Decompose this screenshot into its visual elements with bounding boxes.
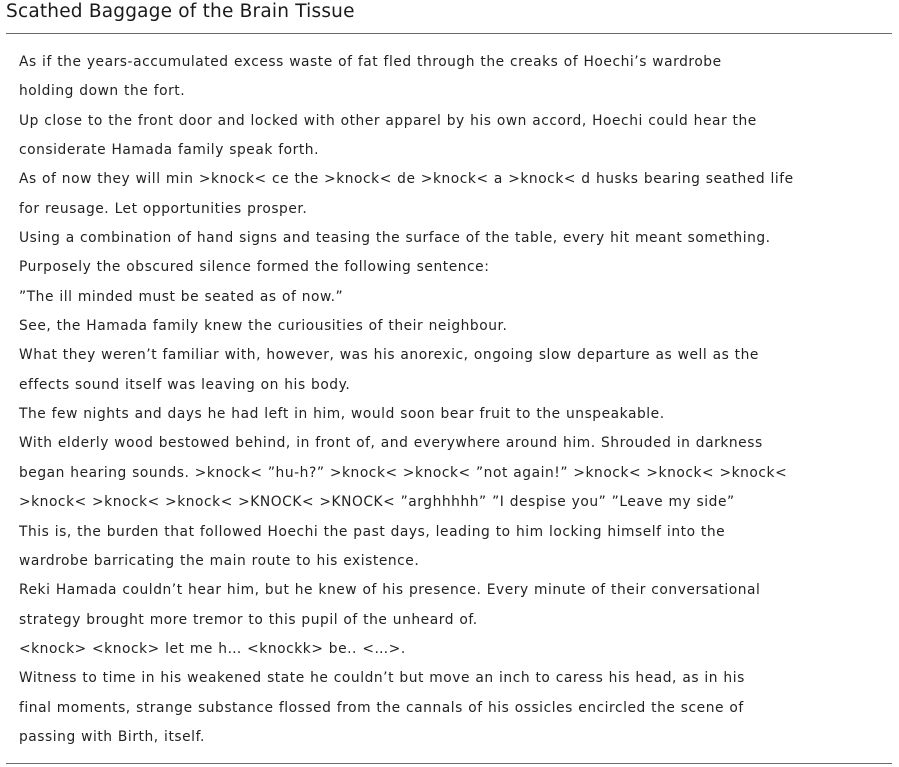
text-line: Up close to the front door and locked with other apparel by his own accord, Hoechi could hear the xyxy=(19,112,757,129)
text-line: for reusage. Let opportunities prosper. xyxy=(19,200,308,217)
text-line: ”The ill minded must be seated as of now.” xyxy=(19,288,344,305)
text-line: See, the Hamada family knew the curiousities of their neighbour. xyxy=(19,318,508,335)
page-title: Scathed Baggage of the Brain Tissue xyxy=(6,1,355,22)
text-line: wardrobe barricating the main route to his existence. xyxy=(19,552,420,569)
text-line: strategy brought more tremor to this pupil of the unheard of. xyxy=(19,611,478,628)
text-line: effects sound itself was leaving on his body. xyxy=(19,376,351,393)
text-line: This is, the burden that followed Hoechi the past days, leading to him locking himself into the xyxy=(19,523,726,540)
text-line: The few nights and days he had left in him, would soon bear fruit to the unspeakable. xyxy=(19,406,665,423)
text-line: What they weren’t familiar with, however, was his anorexic, ongoing slow departure as well as the xyxy=(19,347,759,364)
story-body xyxy=(19,48,891,752)
text-line: passing with Birth, itself. xyxy=(19,728,205,745)
text-line: Purposely the obscured silence formed the following sentence: xyxy=(19,259,490,276)
text-line: holding down the fort. xyxy=(19,83,186,100)
text-line: Witness to time in his weakened state he couldn’t but move an inch to caress his head, as in his xyxy=(19,670,745,687)
text-line: As if the years-accumulated excess waste of fat fled through the creaks of Hoechi’s wardrobe xyxy=(19,54,722,70)
bottom-divider xyxy=(6,763,892,764)
text-line: As of now they will min >knock< ce the >knock< de >knock< a >knock< d husks bearing seathed life xyxy=(19,171,794,188)
text-line: Using a combination of hand signs and teasing the surface of the table, every hit meant something. xyxy=(19,230,771,247)
text-line: final moments, strange substance flossed from the cannals of his ossicles encircled the scene of xyxy=(19,699,744,716)
text-line: >knock< >knock< >knock< >KNOCK< >KNOCK< ”arghhhhh” ”I despise you” ”Leave my side” xyxy=(19,494,735,511)
text-line: Reki Hamada couldn’t hear him, but he knew of his presence. Every minute of their conversational xyxy=(19,582,761,599)
text-line: considerate Hamada family speak forth. xyxy=(19,142,320,159)
text-line: <knock> <knock> let me h… <knockk> be.. <…>. xyxy=(19,640,406,657)
text-line: began hearing sounds. >knock< ”hu-h?” >knock< >knock< ”not again!” >knock< >knock< >knock< xyxy=(19,464,788,481)
text-line: With elderly wood bestowed behind, in front of, and everywhere around him. Shrouded in darkness xyxy=(19,435,763,452)
title-divider xyxy=(6,33,892,34)
